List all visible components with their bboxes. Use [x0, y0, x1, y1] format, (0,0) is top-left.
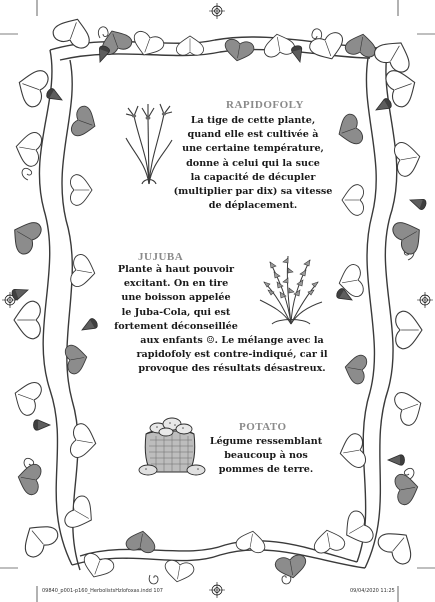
text-line: une certaine température, — [182, 143, 324, 155]
potato-heading: POTATO — [239, 421, 287, 433]
text-line: Plante à haut pouvoir — [117, 264, 235, 275]
text-line: rapidofoly est contre-indiqué, car il — [136, 349, 328, 361]
jujuba-heading: JUJUBA — [138, 251, 184, 263]
text-line: excitant. On en tire — [123, 278, 229, 290]
print-slug-right: 09/04/2020 11:25 — [350, 588, 395, 594]
jujuba-description-intro — [114, 263, 238, 334]
text-line: provoque des résultats désastreux. — [138, 363, 326, 375]
text-line: aux enfants ☺. Le mélange avec la — [140, 335, 324, 346]
potato-description — [206, 435, 326, 478]
text-line: La tige de cette plante, — [190, 115, 316, 126]
text-line: de déplacement. — [208, 200, 298, 212]
text-line: Légume ressemblant — [209, 436, 323, 447]
text-line: fortement déconseillée — [114, 320, 238, 332]
leafy-bush-drawing — [258, 252, 324, 326]
text-line: une boisson appelée — [121, 292, 231, 304]
text-line: donne à celui qui la suce — [186, 157, 320, 169]
text-line: la capacité de décupler — [190, 171, 316, 183]
text-line: pommes de terre. — [218, 464, 314, 476]
print-slug-left: 09840_p001-p160_HerbolistsHzlofoxas.indd 107 — [42, 588, 163, 594]
jujuba-description-rest — [118, 334, 346, 377]
text-line: le Juba-Cola, qui est — [121, 306, 231, 318]
rapidofoly-heading: RAPIDOFOLY — [226, 99, 304, 111]
text-line: quand elle est cultivée à — [187, 129, 319, 141]
text-line: beaucoup à nos — [224, 450, 308, 462]
potato-sack-drawing — [136, 412, 208, 476]
text-line: (multiplier par dix) sa vitesse — [173, 186, 333, 198]
rapidofoly-description — [168, 114, 338, 213]
